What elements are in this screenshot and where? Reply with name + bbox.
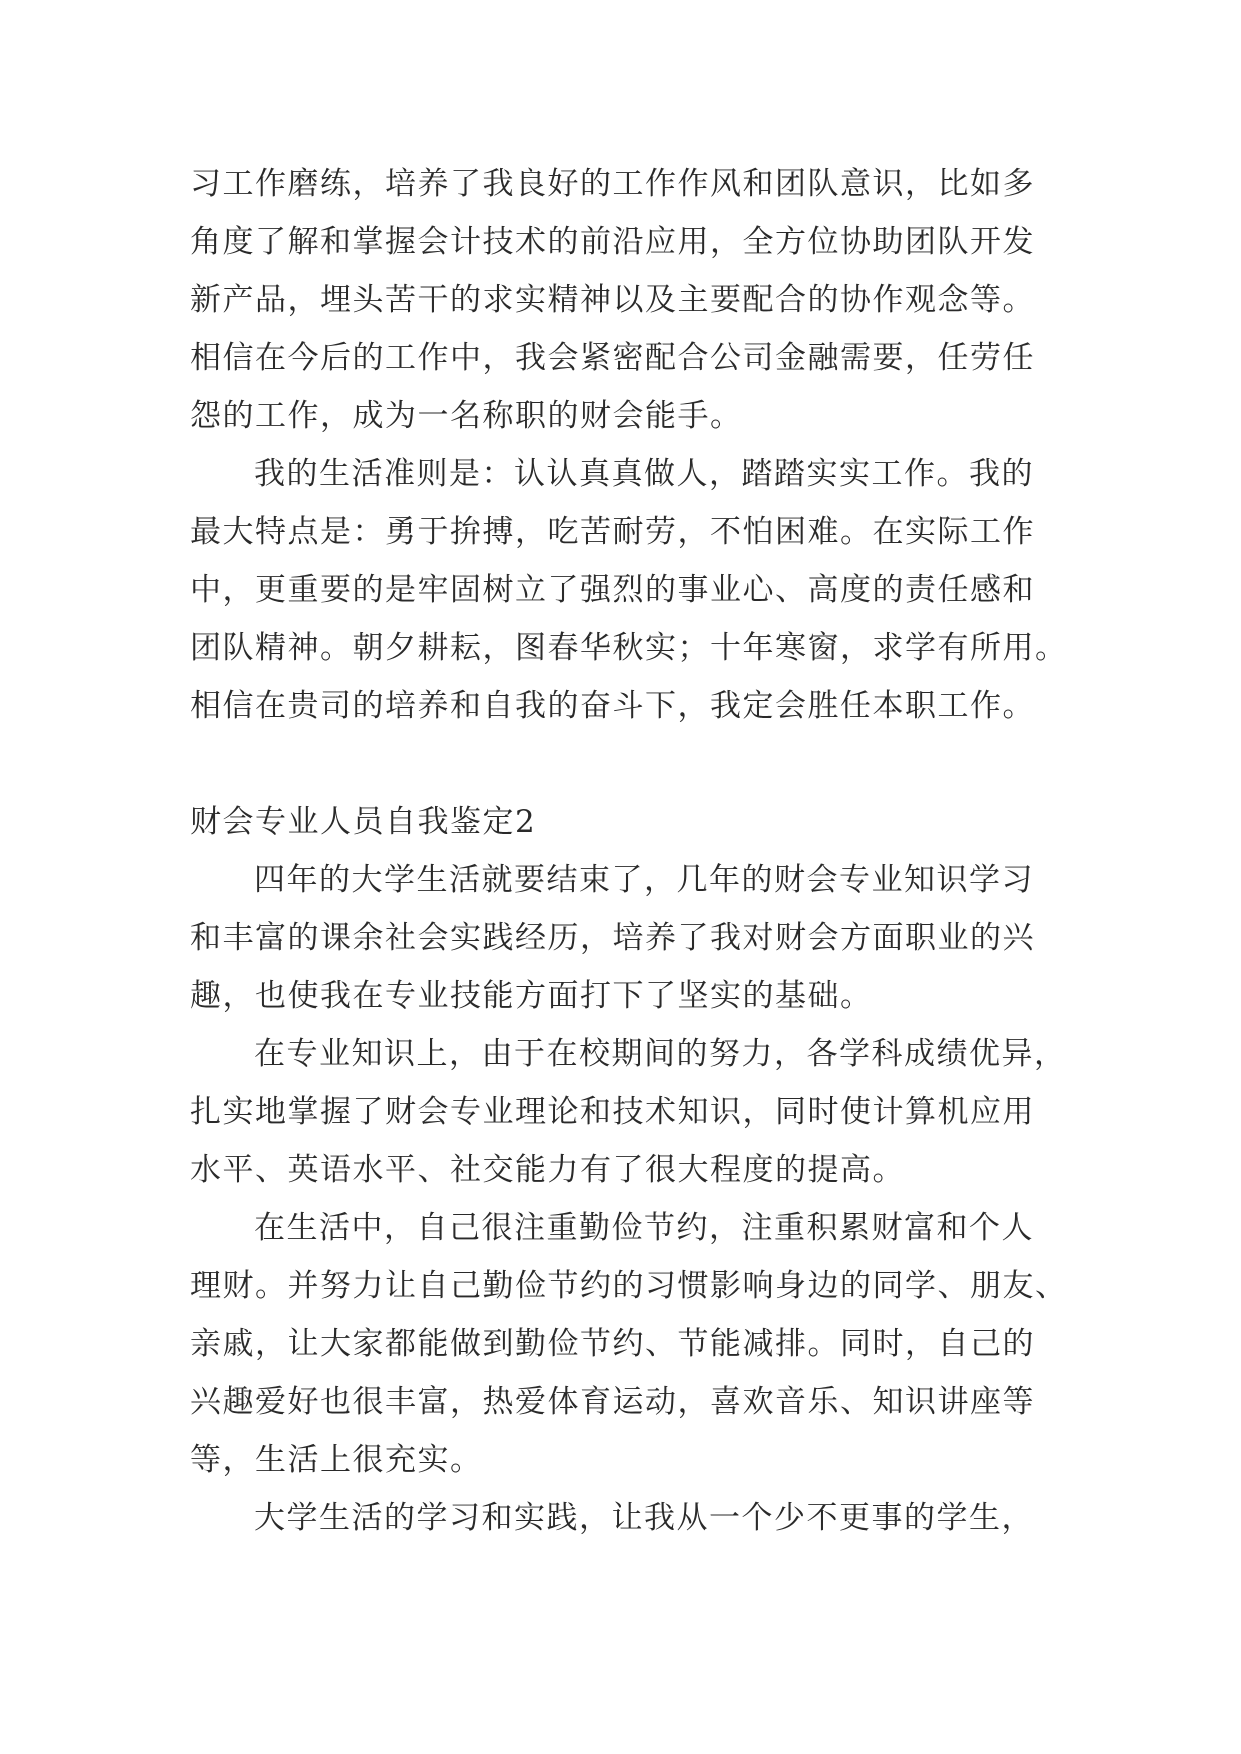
text-line: 在生活中，自己很注重勤俭节约，注重积累财富和个人 — [254, 1210, 1034, 1246]
paragraph-6 — [190, 1489, 1070, 1547]
text-line: 新产品，埋头苦干的求实精神以及主要配合的协作观念等。 — [190, 282, 1035, 318]
text-line: 在专业知识上，由于在校期间的努力，各学科成绩优异， — [254, 1036, 1067, 1072]
text-line: 相信在贵司的培养和自我的奋斗下，我定会胜任本职工作。 — [190, 688, 1035, 724]
text-line: 兴趣爱好也很丰富，热爱体育运动，喜欢音乐、知识讲座等 — [190, 1384, 1035, 1420]
paragraph-2 — [190, 445, 1070, 735]
text-line: 水平、英语水平、社交能力有了很大程度的提高。 — [190, 1152, 905, 1188]
paragraph-5 — [190, 1199, 1070, 1489]
text-line: 趣，也使我在专业技能方面打下了坚实的基础。 — [190, 978, 873, 1014]
text-line: 四年的大学生活就要结束了，几年的财会专业知识学习 — [254, 862, 1034, 898]
text-line: 等，生活上很充实。 — [190, 1442, 483, 1478]
text-line: 理财。并努力让自己勤俭节约的习惯影响身边的同学、朋友、 — [190, 1268, 1068, 1304]
paragraph-4 — [190, 1025, 1070, 1199]
text-line: 我的生活准则是：认认真真做人，踏踏实实工作。我的 — [254, 456, 1034, 492]
text-line: 最大特点是：勇于拚搏，吃苦耐劳，不怕困难。在实际工作 — [190, 514, 1035, 550]
text-line: 和丰富的课余社会实践经历，培养了我对财会方面职业的兴 — [190, 920, 1035, 956]
paragraph-3 — [190, 851, 1070, 1025]
document-body — [190, 155, 1070, 1547]
text-line: 怨的工作，成为一名称职的财会能手。 — [190, 398, 743, 434]
text-line: 角度了解和掌握会计技术的前沿应用，全方位协助团队开发 — [190, 224, 1035, 260]
text-line: 扎实地掌握了财会专业理论和技术知识，同时使计算机应用 — [190, 1094, 1035, 1130]
section-heading: 财会专业人员自我鉴定2 — [190, 804, 537, 840]
text-line: 团队精神。朝夕耕耘，图春华秋实；十年寒窗，求学有所用。 — [190, 630, 1068, 666]
text-line: 大学生活的学习和实践，让我从一个少不更事的学生， — [254, 1500, 1034, 1536]
text-line: 相信在今后的工作中，我会紧密配合公司金融需要，任劳任 — [190, 340, 1035, 376]
text-line: 习工作磨练，培养了我良好的工作作风和团队意识，比如多 — [190, 166, 1035, 202]
paragraph-1 — [190, 155, 1070, 445]
section-gap — [190, 735, 1070, 793]
text-line: 亲戚，让大家都能做到勤俭节约、节能减排。同时，自己的 — [190, 1326, 1035, 1362]
text-line: 中，更重要的是牢固树立了强烈的事业心、高度的责任感和 — [190, 572, 1035, 608]
